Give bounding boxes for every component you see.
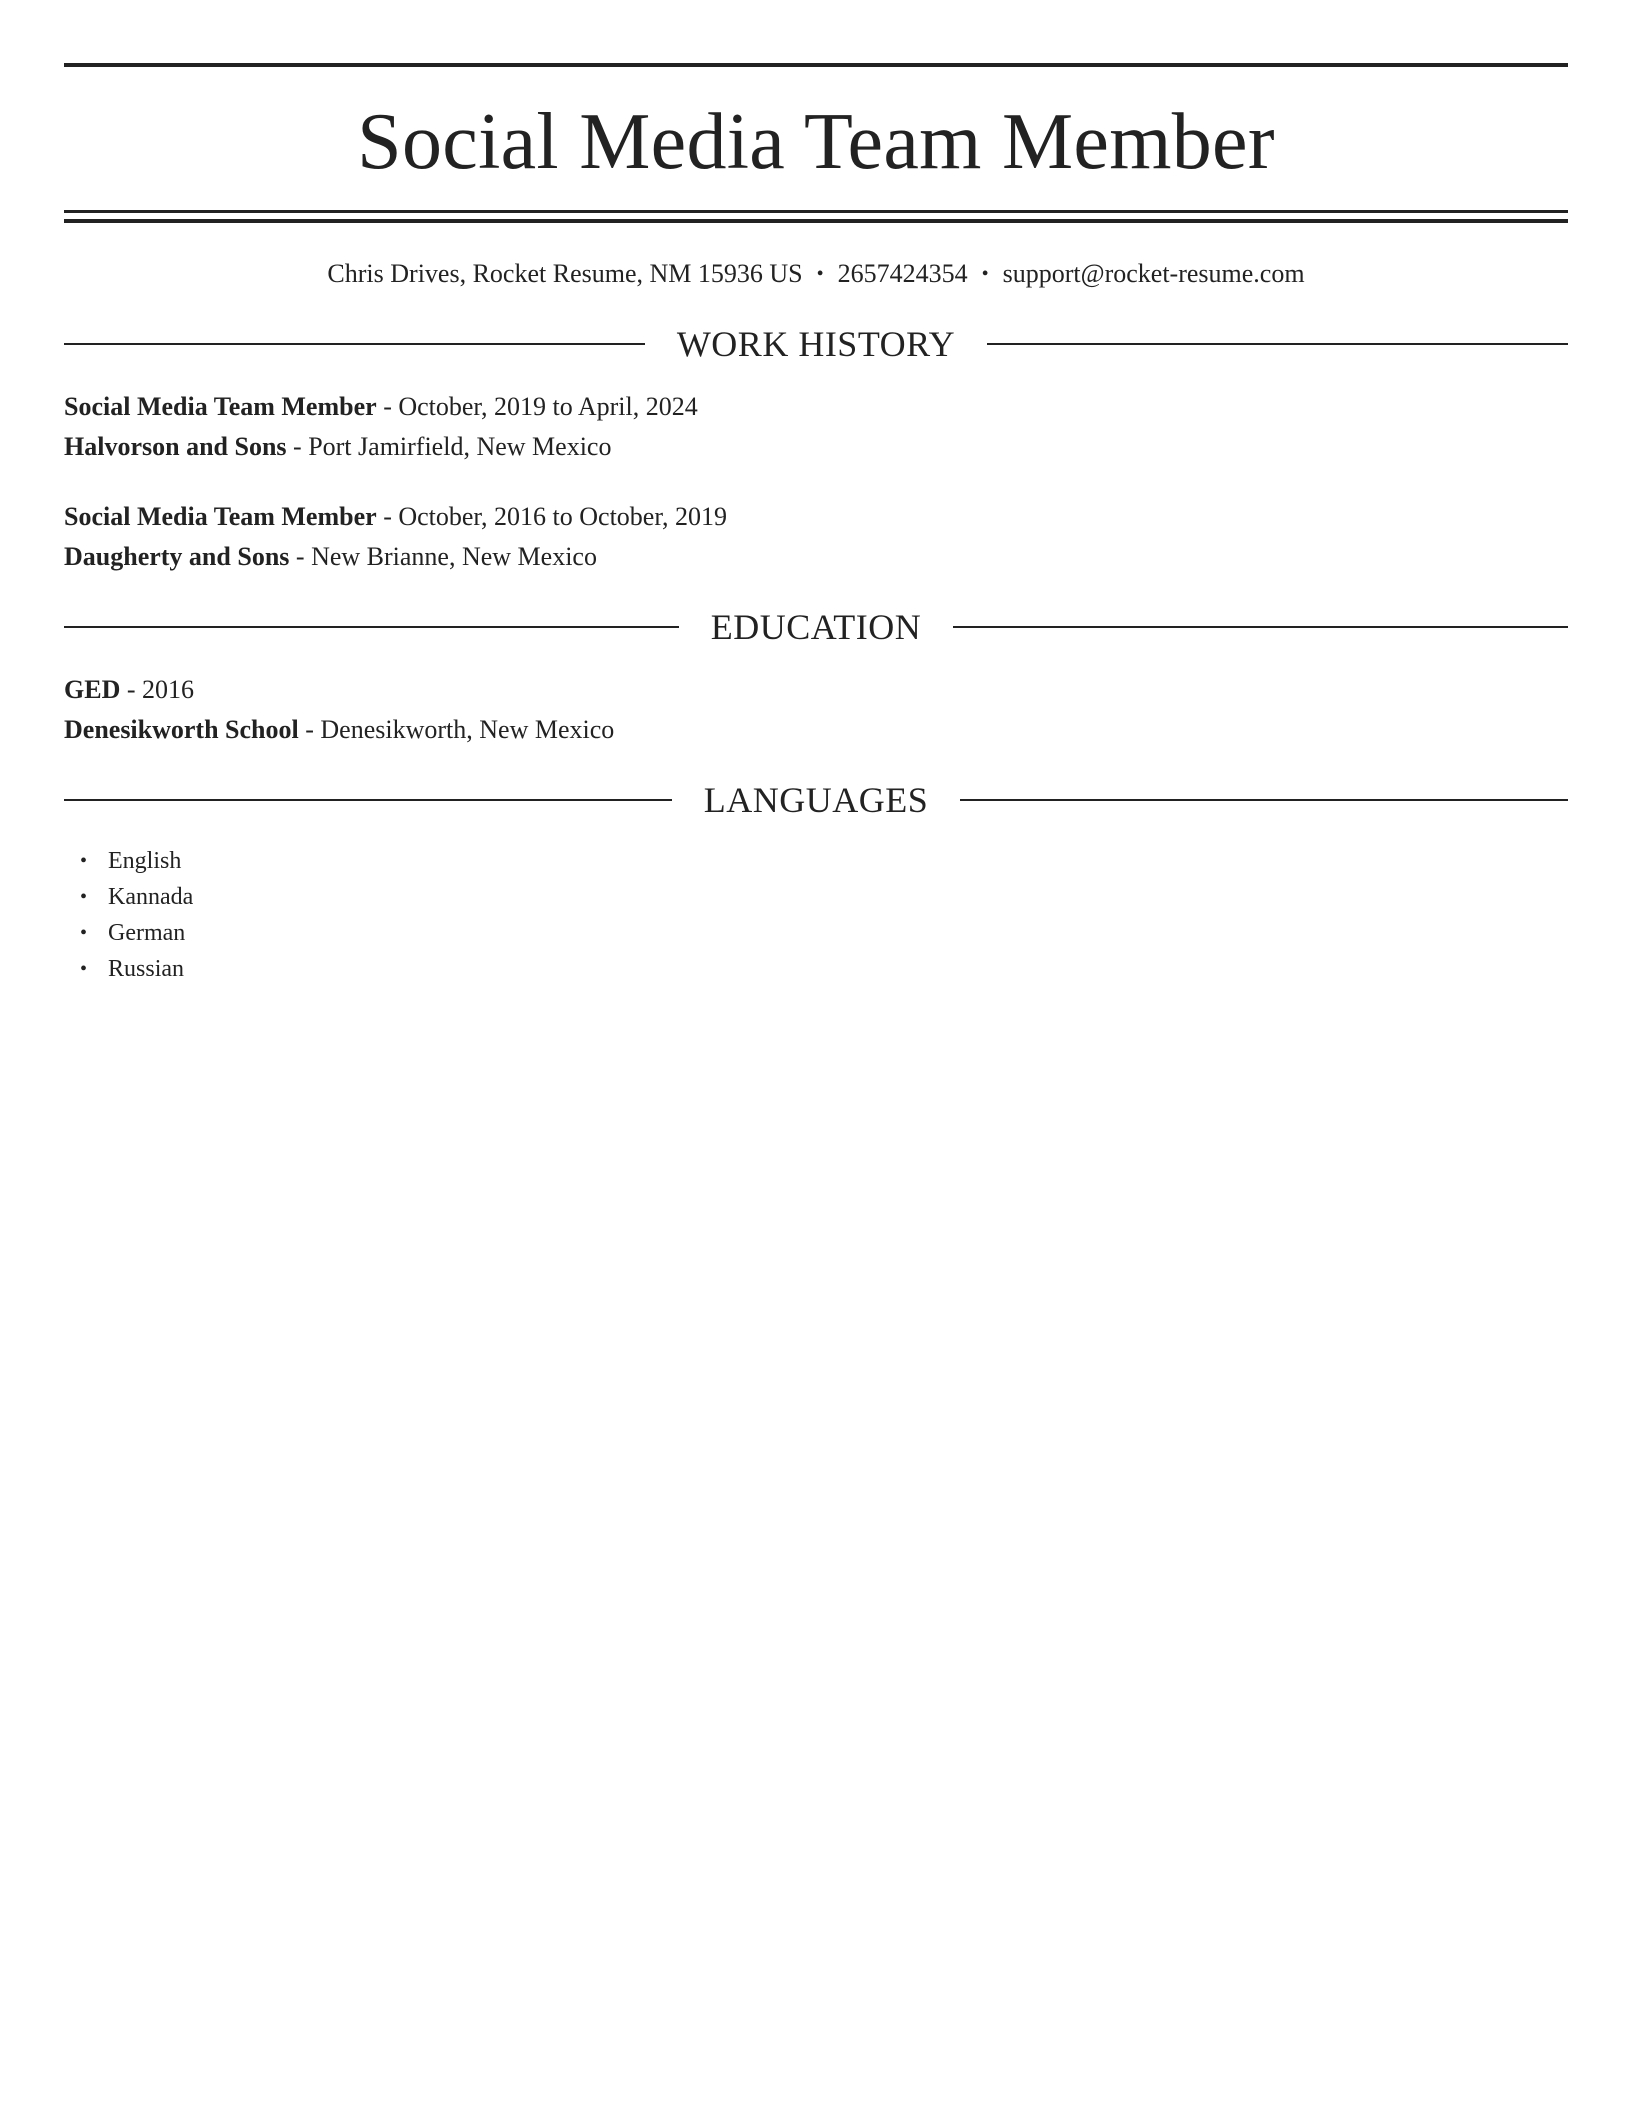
- contact-line: [64, 259, 1568, 289]
- contact-email[interactable]: support@rocket-resume.com: [1002, 259, 1305, 288]
- contact-separator: •: [816, 263, 824, 285]
- section-heading-label: EDUCATION: [710, 607, 922, 647]
- education-degree-line: [64, 670, 1568, 710]
- job-entry: [64, 387, 1568, 467]
- heading-rule-left: [64, 799, 672, 801]
- job-company-line: [64, 537, 1568, 577]
- contact-phone: 2657424354: [837, 259, 968, 288]
- job-title-line: [64, 387, 1568, 427]
- job-dates: - October, 2016 to October, 2019: [376, 502, 727, 531]
- language-name: Kannada: [108, 884, 194, 910]
- section-heading-label: WORK HISTORY: [676, 324, 956, 364]
- contact-separator: •: [981, 263, 989, 285]
- education-year: - 2016: [120, 675, 195, 704]
- job-title-line: [64, 497, 1568, 537]
- languages-list: [64, 843, 1568, 987]
- job-company: Daugherty and Sons: [64, 542, 290, 571]
- heading-rule-right: [987, 343, 1568, 345]
- header-top-rule: [64, 63, 1568, 67]
- page-title: Social Media Team Member: [357, 98, 1275, 186]
- language-name: German: [108, 920, 186, 946]
- bullet-icon: •: [80, 850, 88, 872]
- education-school: Denesikworth School: [64, 715, 299, 744]
- heading-rule-right: [960, 799, 1568, 801]
- heading-rule-right: [953, 626, 1568, 628]
- job-location: - New Brianne, New Mexico: [289, 542, 597, 571]
- section-heading-work-history: [64, 324, 1568, 364]
- resume-page: [64, 0, 1568, 987]
- heading-rule-left: [64, 343, 645, 345]
- contact-address: Chris Drives, Rocket Resume, NM 15936 US: [327, 259, 803, 288]
- list-item: [80, 951, 1568, 987]
- language-name: English: [108, 848, 182, 874]
- header-double-rule: [64, 210, 1568, 223]
- job-location: - Port Jamirfield, New Mexico: [286, 432, 612, 461]
- section-heading-education: [64, 607, 1568, 647]
- job-company-line: [64, 427, 1568, 467]
- bullet-icon: •: [80, 922, 88, 944]
- language-name: Russian: [108, 956, 185, 982]
- education-entry: [64, 670, 1568, 750]
- list-item: [80, 879, 1568, 915]
- section-heading-label: LANGUAGES: [703, 780, 929, 820]
- list-item: [80, 915, 1568, 951]
- list-item: [80, 843, 1568, 879]
- job-dates: - October, 2019 to April, 2024: [376, 392, 698, 421]
- heading-rule-left: [64, 626, 679, 628]
- job-entry: [64, 497, 1568, 577]
- education-degree: GED: [64, 675, 121, 704]
- job-title: Social Media Team Member: [64, 392, 377, 421]
- bullet-icon: •: [80, 886, 88, 908]
- education-location: - Denesikworth, New Mexico: [298, 715, 615, 744]
- education-school-line: [64, 710, 1568, 750]
- section-heading-languages: [64, 780, 1568, 820]
- bullet-icon: •: [80, 958, 88, 980]
- job-company: Halvorson and Sons: [64, 432, 287, 461]
- job-title: Social Media Team Member: [64, 502, 377, 531]
